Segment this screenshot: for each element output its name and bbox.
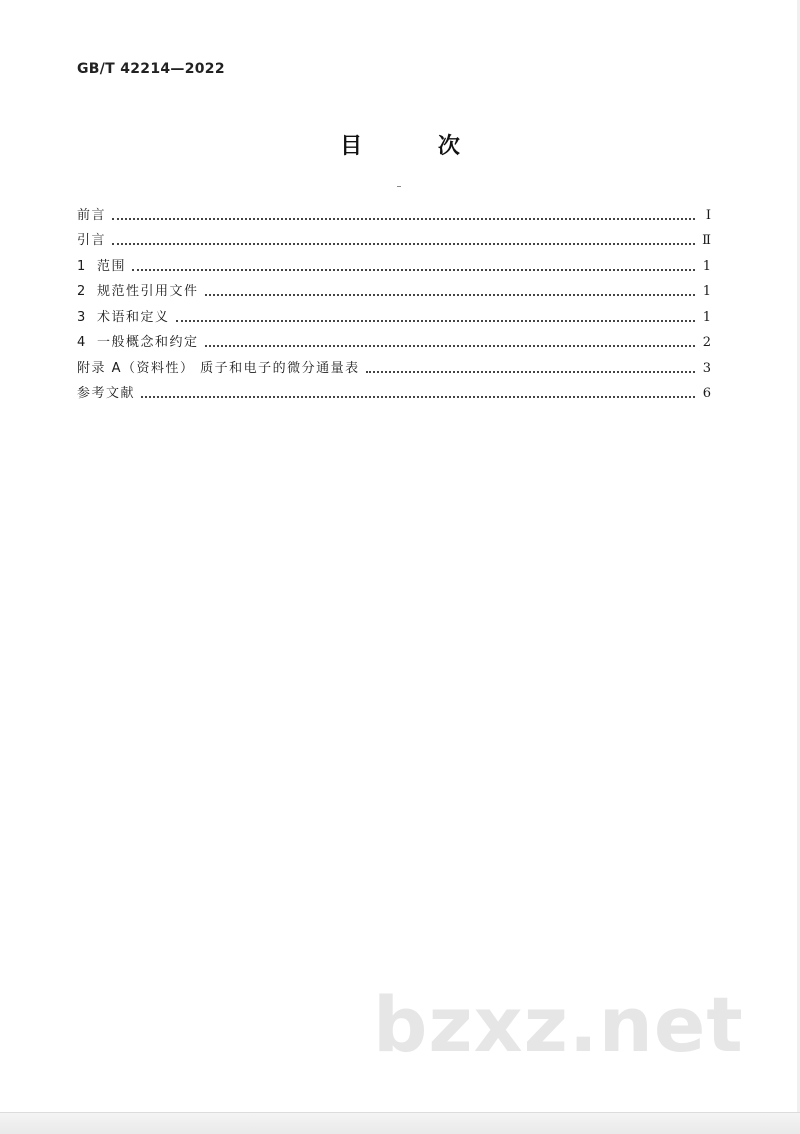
toc-leader-dots: [112, 217, 695, 220]
toc-leader-dots: [366, 370, 695, 373]
toc-leader-dots: [205, 344, 695, 347]
toc-entry-page: 1: [702, 284, 711, 299]
toc-entry-general-concepts[interactable]: [77, 326, 711, 352]
toc-entry-label: 引言: [77, 233, 107, 248]
toc-entry-page: Ⅱ: [702, 233, 711, 248]
toc-entry-label: 规范性引用文件: [97, 284, 199, 299]
toc-entry-terms-definitions[interactable]: [77, 300, 711, 326]
toc-entry-label: 术语和定义: [97, 309, 170, 325]
toc-entry-annex-a[interactable]: [77, 351, 711, 377]
toc-leader-dots: [141, 395, 695, 398]
toc-leader-dots: [176, 319, 695, 322]
watermark: bzxz.net: [373, 980, 744, 1069]
page-edge-bottom: [0, 1112, 800, 1134]
scan-mark: [397, 186, 401, 187]
toc-entry-page: 1: [702, 309, 711, 325]
toc-entry-page: 6: [702, 386, 711, 401]
toc-entry-label: 附录 A（资料性） 质子和电子的微分通量表: [77, 360, 360, 376]
toc-entry-label: 范围: [97, 258, 127, 274]
toc-leader-dots: [132, 268, 695, 271]
standard-code: GB/T 42214—2022: [77, 61, 225, 77]
toc-entry-number: 1: [77, 258, 86, 274]
toc-entry-bibliography[interactable]: [77, 377, 711, 403]
toc-entry-number: 2: [77, 284, 86, 299]
toc-entry-scope[interactable]: [77, 249, 711, 275]
toc-entry-number: 3: [77, 309, 86, 325]
toc-leader-dots: [112, 242, 695, 245]
page-title: 目 次: [340, 134, 494, 159]
toc-entry-page: 1: [702, 258, 711, 274]
toc-entry-page: 2: [702, 335, 711, 350]
toc-entry-page: 3: [702, 360, 711, 376]
toc-entry-label: 参考文献: [77, 386, 136, 401]
toc-entry-normative-references[interactable]: [77, 275, 711, 301]
toc-entry-page: Ⅰ: [705, 207, 711, 223]
toc-entry-label: 前言: [77, 207, 107, 223]
toc-entry-introduction[interactable]: [77, 224, 711, 250]
toc-leader-dots: [205, 293, 695, 296]
toc-entry-number: 4: [77, 335, 86, 350]
table-of-contents: [77, 198, 711, 402]
toc-entry-preface[interactable]: [77, 198, 711, 224]
toc-entry-label: 一般概念和约定: [97, 335, 199, 350]
